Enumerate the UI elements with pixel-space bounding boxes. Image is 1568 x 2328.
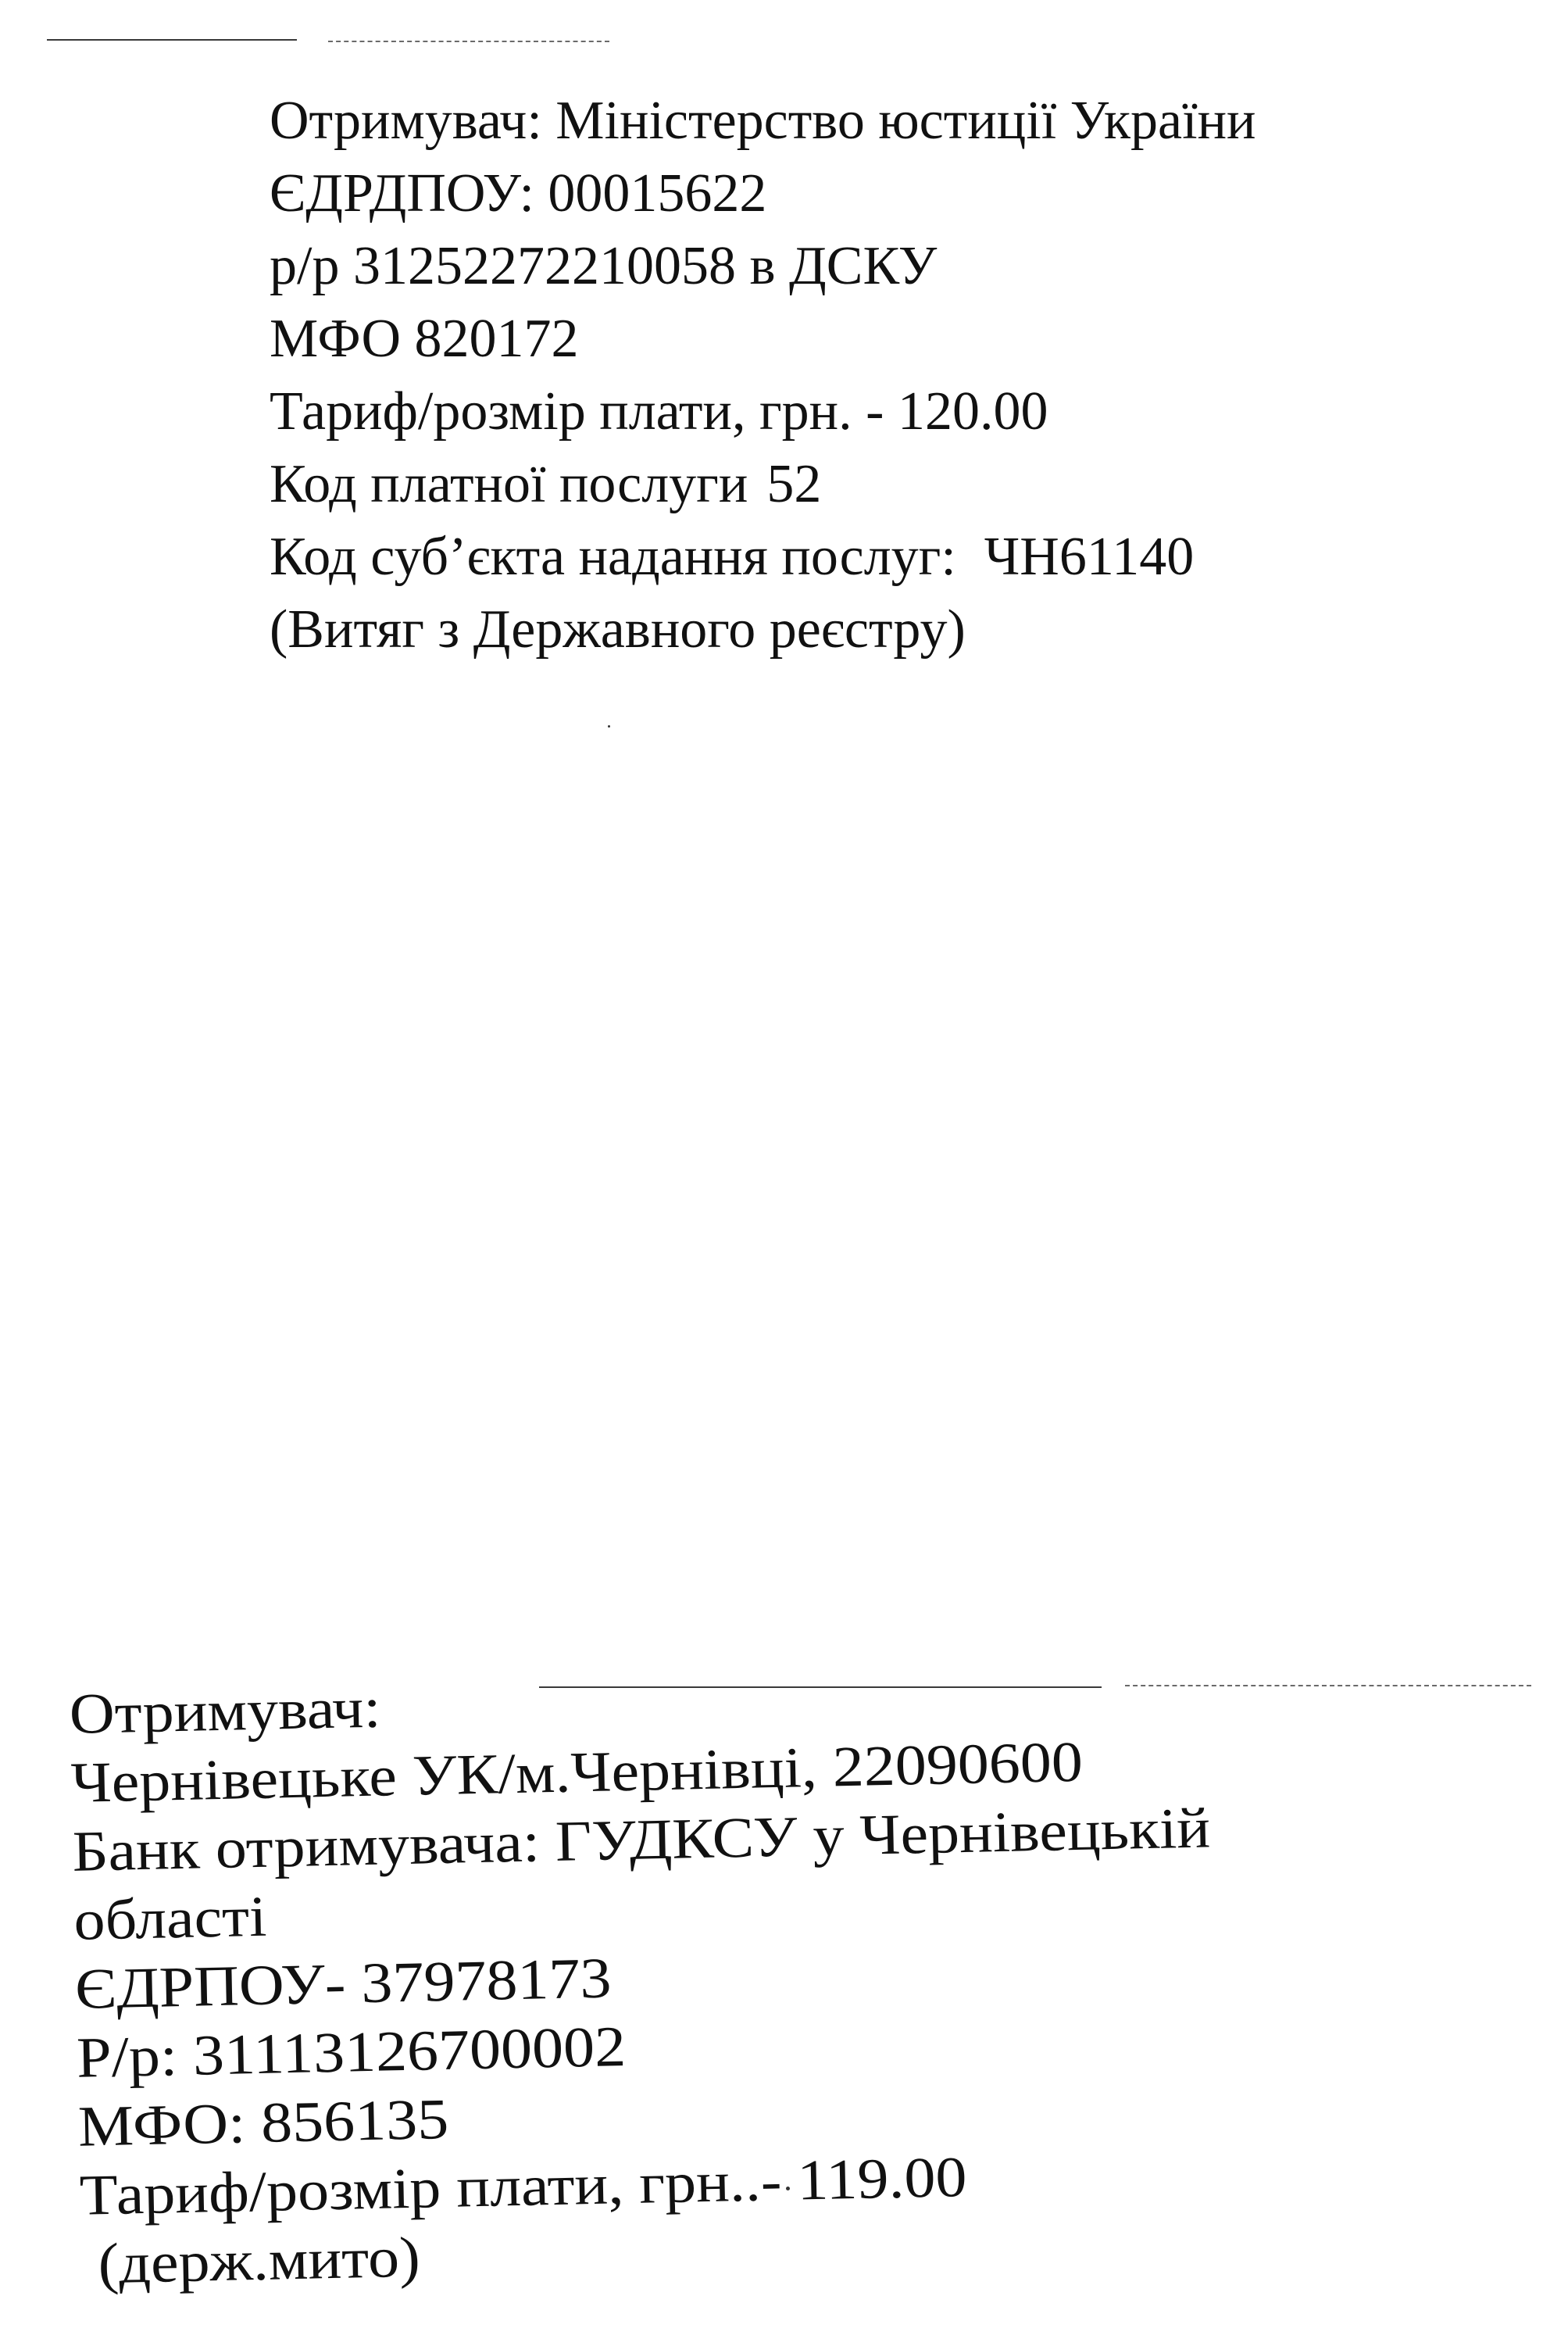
bank-line-2: області (73, 1885, 268, 1953)
edrpou-line: ЄДРДПОУ: 00015622 (270, 163, 767, 224)
provider-code-value: ЧН61140 (984, 527, 1195, 587)
tariff-line: Тариф/розмір плати, грн..- 119.00 (78, 2145, 968, 2228)
mfo-line: МФО 820172 (270, 309, 579, 369)
bank-line-1: Банк отримувача: ГУДКСУ у Чернівецькій (71, 1796, 1211, 1884)
account-line: р/р 31252272210058 в ДСКУ (270, 236, 938, 296)
payment-details-state-duty (69, 1650, 1550, 2299)
mfo-line: МФО: 856135 (77, 2087, 449, 2159)
scan-speck (608, 725, 610, 728)
recipient-line: Отримувач: Міністерство юстиції України (270, 91, 1256, 151)
service-code-line (270, 448, 1535, 520)
purpose-line: (держ.мито) (97, 2226, 421, 2296)
purpose-line: (Витяг з Державного реєстру) (270, 599, 966, 660)
tariff-line: Тариф/розмір плати, грн. - 120.00 (270, 381, 1048, 442)
recipient-name: Чернівецьке УК/м.Чернівці, 22090600 (70, 1730, 1084, 1815)
provider-code-line (270, 520, 1535, 593)
payment-details-ministry (270, 84, 1535, 666)
top-rule-faint (328, 41, 609, 42)
account-line: Р/р: 31113126700002 (76, 2015, 627, 2090)
recipient-label: Отримувач: (69, 1676, 382, 1747)
edrpou-line: ЄДРПОУ- 37978173 (74, 1947, 613, 2022)
provider-code-label: Код суб’єкта надання послуг: (270, 527, 956, 587)
service-code-value: 52 (766, 454, 822, 514)
top-rule (47, 39, 297, 41)
service-code-label: Код платної послуги (270, 454, 748, 514)
